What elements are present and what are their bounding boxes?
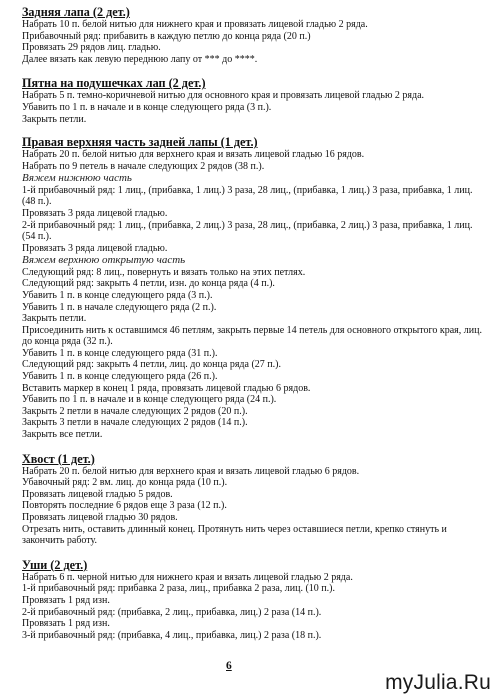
watermark-my: my (385, 671, 414, 694)
text-line: Провязать лицевой гладью 5 рядов. (22, 488, 173, 500)
subheading-lower-part: Вяжем нижнюю часть (22, 172, 132, 185)
text-line: Присоединить нить к оставшимся 46 петлям, закрыть первые 14 петель для основного открытого края, лиц. до конца ряда (32 п.). (22, 324, 482, 348)
text-line: 3-й прибавочный ряд: (прибавка, 4 лиц., прибавка, лиц.) 2 раза (18 п.). (22, 629, 322, 641)
text-line: Закрыть 3 петли в начале следующих 2 рядов (14 п.). (22, 417, 248, 429)
text-line: Провязать 3 ряда лицевой гладью. (22, 242, 168, 254)
page-number: 6 (226, 660, 232, 672)
section-heading: Хвост (1 дет.) (22, 451, 95, 466)
text-line: Набрать 5 п. темно-коричневой нитью для основного края и провязать лицевой гладью 2 ряда. (22, 90, 425, 102)
text-line: Провязать лицевой гладью 30 рядов. (22, 512, 178, 523)
watermark-logo (385, 671, 491, 695)
section-ears (22, 559, 482, 642)
text-line: Далее вязать как левую переднюю лапу от *** до ****. (22, 53, 258, 65)
section-right-upper-hind-paw (22, 136, 482, 440)
text-line: Прибавочный ряд: прибавить в каждую петлю до конца ряда (20 п.) (22, 30, 311, 42)
text-line: Закрыть 2 петли в начале следующих 2 рядов (20 п.). (22, 405, 248, 417)
text-line: 2-й прибавочный ряд: (прибавка, 2 лиц., прибавка, лиц.) 2 раза (14 п.). (22, 606, 322, 618)
subheading-upper-open-part: Вяжем верхнюю открытую часть (22, 254, 186, 267)
text-line: Следующий ряд: 8 лиц., повернуть и вязать только на этих петлях. (22, 266, 306, 278)
text-line: 1-й прибавочный ряд: прибавка 2 раза, лиц., прибавка 2 раза, лиц. (10 п.). (22, 583, 335, 595)
section-paw-pads (22, 77, 482, 125)
text-line: Убавить по 1 п. в начале и в конце следующего ряда (24 п.). (22, 394, 277, 406)
text-line: Закрыть все петли. (22, 429, 103, 441)
text-line: Убавить 1 п. в конце следующего ряда (31 п.). (22, 347, 218, 359)
text-line: Отрезать нить, оставить длинный конец. Протянуть нить через оставшиеся петли, крепко стянуть и закончить работу. (22, 523, 447, 547)
text-line: Набрать 6 п. черной нитью для нижнего края и вязать лицевой гладью 2 ряда. (22, 571, 353, 583)
text-line: Следующий ряд: закрыть 4 петли, изн. до конца ряда (4 п.). (22, 278, 275, 290)
section-heading: Правая верхняя часть задней лапы (1 дет.) (22, 135, 258, 150)
text-line: Провязать 29 рядов лиц. гладью. (22, 42, 161, 54)
text-line: Убавить 1 п. в конце следующего ряда (3 п.). (22, 289, 213, 301)
text-line: Убавочный ряд: 2 вм. лиц. до конца ряда (10 п.). (22, 477, 228, 489)
text-line: Набрать 20 п. белой нитью для верхнего края и вязать лицевой гладью 16 рядов. (22, 149, 365, 161)
text-line: Провязать 1 ряд изн. (22, 594, 110, 606)
text-line: Набрать 10 п. белой нитью для нижнего края и провязать лицевой гладью 2 ряда. (22, 19, 368, 30)
text-line: Набрать по 9 петель в начале следующих 2 рядов (38 п.). (22, 160, 265, 172)
text-line: Закрыть петли. (22, 313, 87, 325)
section-tail (22, 453, 482, 547)
text-line: Вставить маркер в конец 1 ряда, провязать лицевой гладью 6 рядов. (22, 382, 311, 394)
text-line: Набрать 20 п. белой нитью для верхнего края и вязать лицевой гладью 6 рядов. (22, 465, 360, 477)
text-line: 1-й прибавочный ряд: 1 лиц., (прибавка, 1 лиц.) 3 раза, 28 лиц., (прибавка, 1 лиц.) 3 раза, прибавка, 1 лиц. (48 п.). (22, 184, 473, 208)
text-line: 2-й прибавочный ряд: 1 лиц., (прибавка, 2 лиц.) 3 раза, 28 лиц., (прибавка, 2 лиц.) 3 раза, прибавка, 1 лиц. (54 п.). (22, 219, 473, 243)
watermark-tld: Ru (463, 671, 491, 694)
text-line: Убавить 1 п. в конце следующего ряда (26 п.). (22, 371, 218, 383)
text-line: Закрыть петли. (22, 113, 87, 125)
text-line: Убавить 1 п. в начале следующего ряда (2 п.). (22, 301, 217, 313)
section-heading: Уши (2 дет.) (22, 557, 88, 572)
watermark-brand: Julia (413, 671, 458, 694)
watermark-dot: . (457, 671, 464, 694)
section-heading: Задняя лапа (2 дет.) (22, 5, 130, 19)
text-line: Убавить по 1 п. в начале и в конце следующего ряда (3 п.). (22, 101, 272, 113)
text-line: Следующий ряд: закрыть 4 петли, лиц. до конца ряда (27 п.). (22, 359, 281, 371)
text-line: Провязать 1 ряд изн. (22, 618, 110, 630)
text-line: Повторять последние 6 рядов еще 3 раза (12 п.). (22, 500, 227, 512)
text-line: Провязать 3 ряда лицевой гладью. (22, 207, 168, 219)
document-page (22, 0, 482, 641)
section-heading: Пятна на подушечках лап (2 дет.) (22, 76, 206, 91)
section-hind-paw (22, 6, 482, 65)
